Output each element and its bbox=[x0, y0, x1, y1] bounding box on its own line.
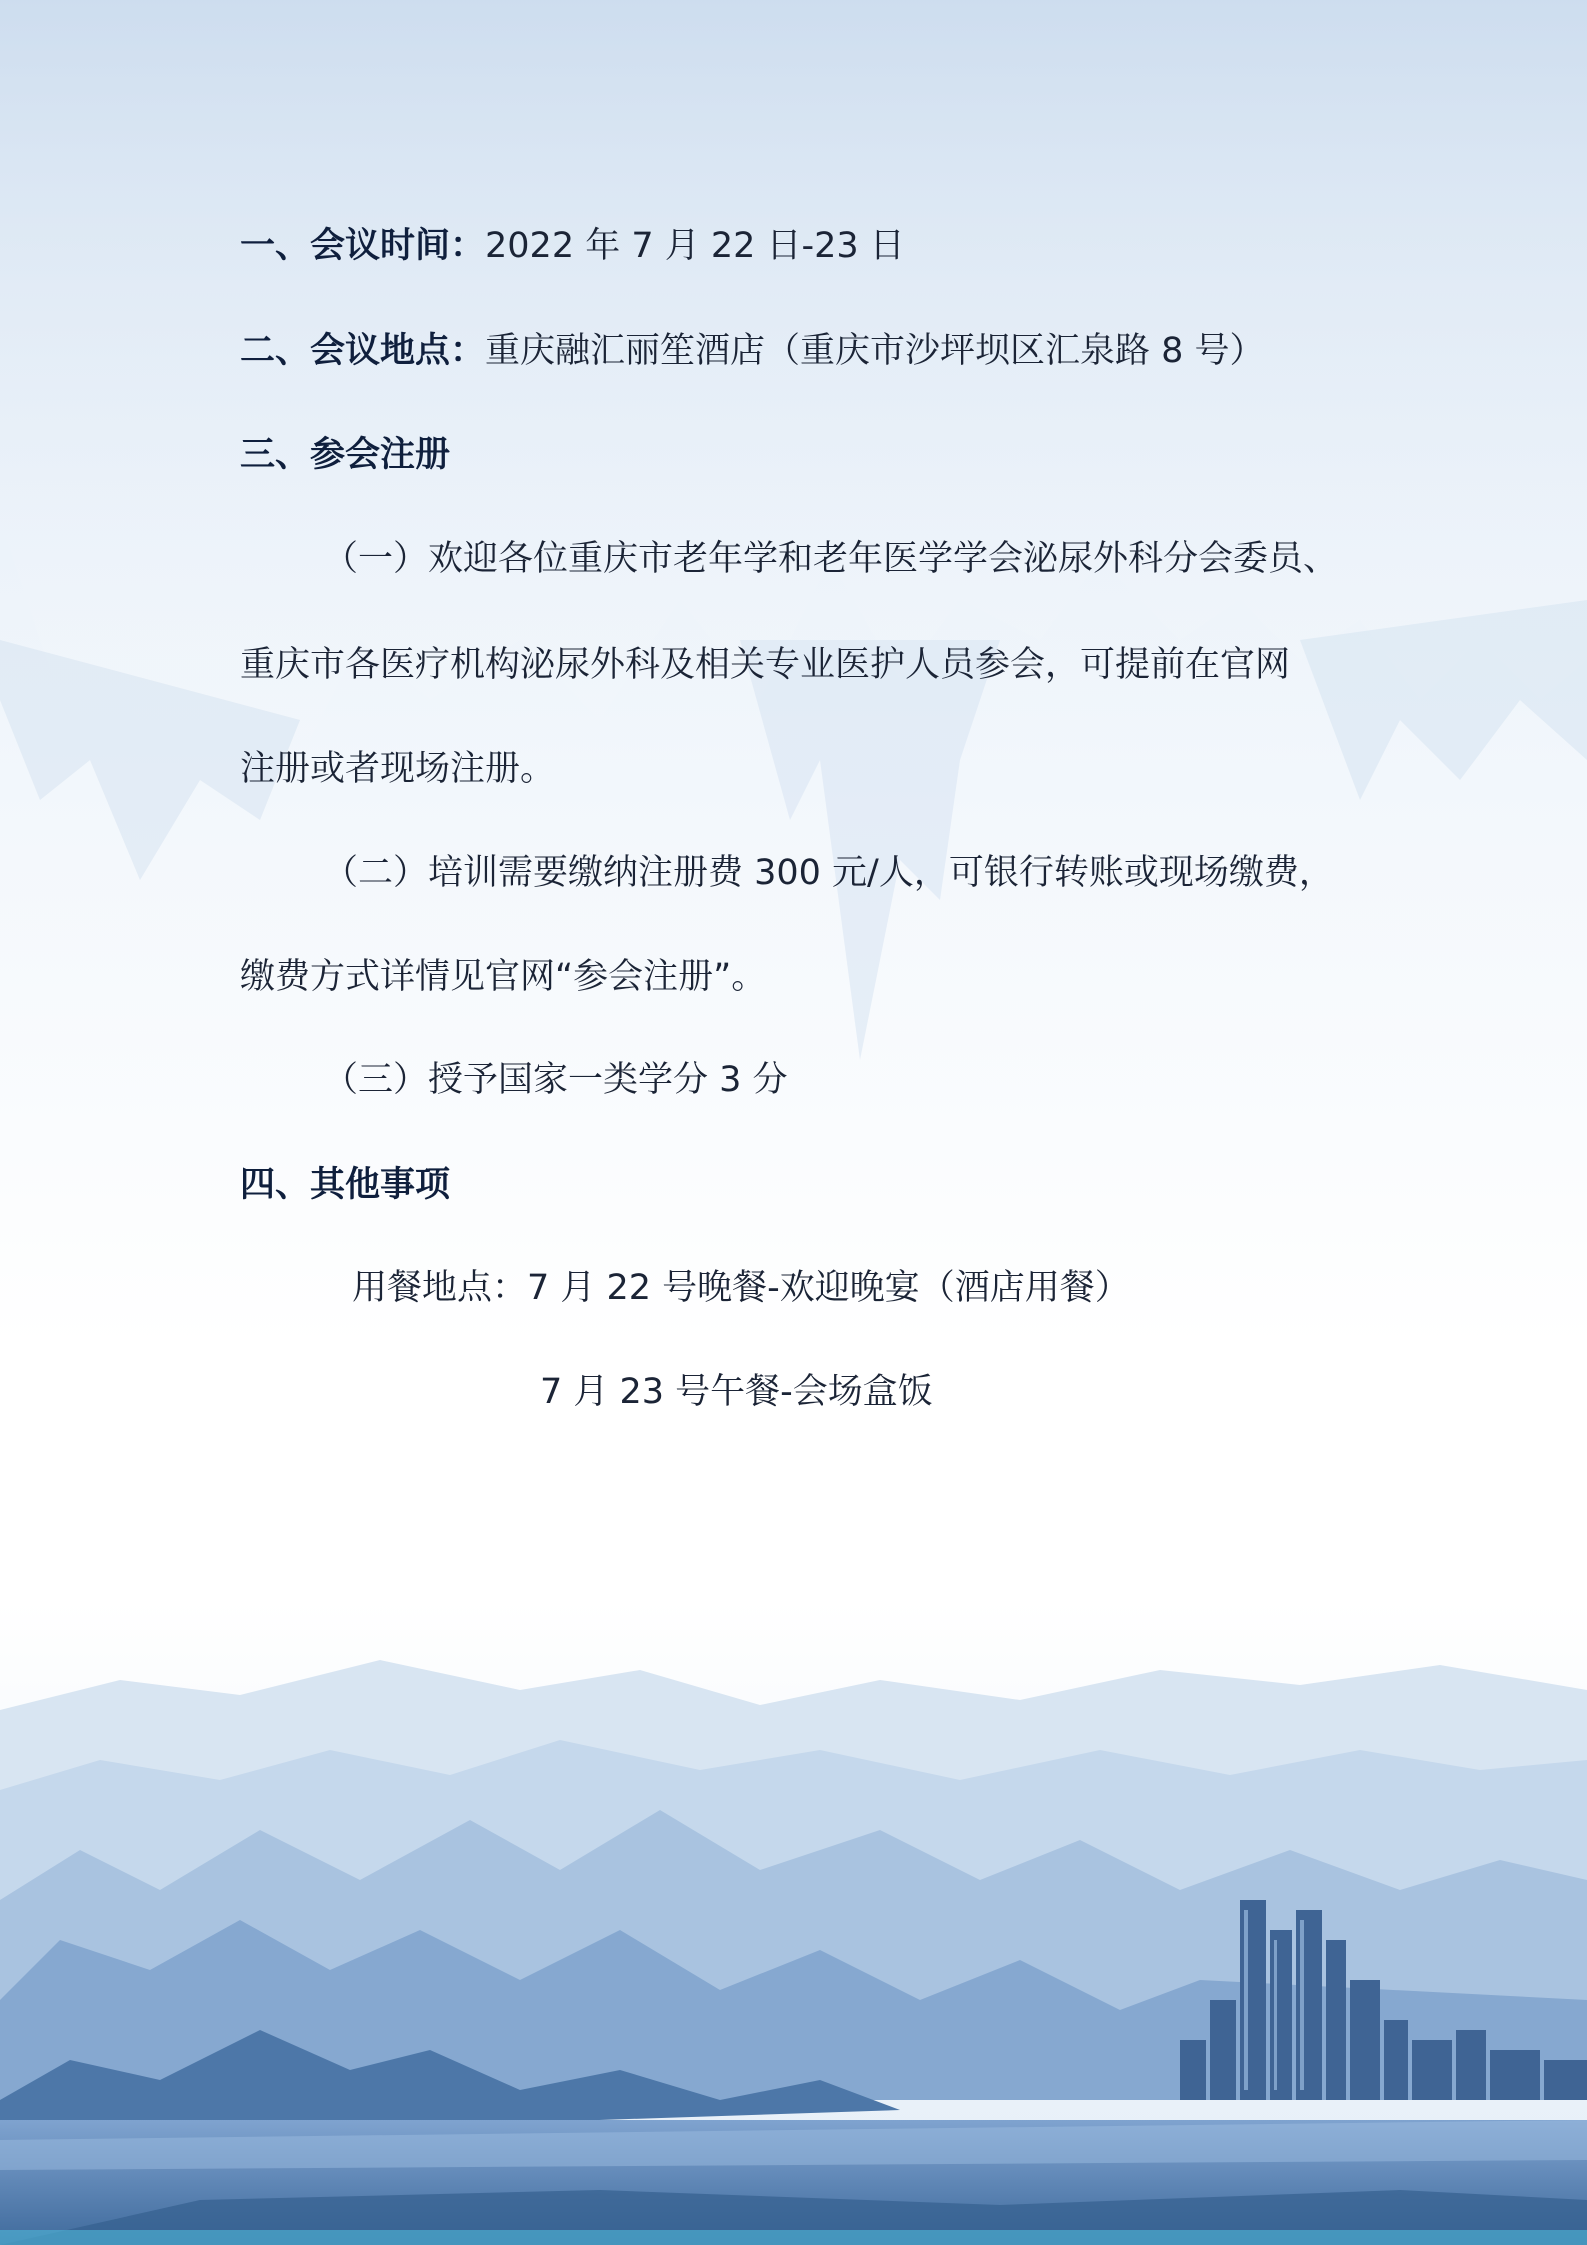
meeting-venue-line bbox=[240, 327, 1265, 375]
meeting-venue-label: 二、会议地点： bbox=[240, 331, 486, 371]
registration-item2-line2: 缴费方式详情见官网“参会注册”。 bbox=[240, 957, 767, 997]
meal-line2: 7 月 23 号午餐-会场盒饭 bbox=[540, 1372, 933, 1412]
meeting-time-label: 一、会议时间： bbox=[240, 226, 486, 266]
bottom-landscape-illustration bbox=[0, 1600, 1587, 2245]
meeting-time-value: 2022 年 7 月 22 日-23 日 bbox=[485, 226, 905, 266]
registration-item1-line3: 注册或者现场注册。 bbox=[240, 749, 556, 789]
meal-line1: 用餐地点：7 月 22 号晚餐-欢迎晚宴（酒店用餐） bbox=[352, 1268, 1130, 1308]
registration-item1-line1: （一）欢迎各位重庆市老年学和老年医学学会泌尿外科分会委员、 bbox=[323, 539, 1339, 579]
registration-item2-line1: （二）培训需要缴纳注册费 300 元/人，可银行转账或现场缴费， bbox=[323, 853, 1334, 893]
meeting-time-line bbox=[240, 222, 905, 270]
registration-item1-line2: 重庆市各医疗机构泌尿外科及相关专业医护人员参会，可提前在官网 bbox=[240, 645, 1291, 685]
meeting-venue-value: 重庆融汇丽笙酒店（重庆市沙坪坝区汇泉路 8 号） bbox=[485, 331, 1265, 371]
registration-heading: 三、参会注册 bbox=[240, 435, 451, 475]
registration-item3-line1: （三）授予国家一类学分 3 分 bbox=[323, 1060, 788, 1100]
other-matters-heading: 四、其他事项 bbox=[240, 1165, 451, 1205]
